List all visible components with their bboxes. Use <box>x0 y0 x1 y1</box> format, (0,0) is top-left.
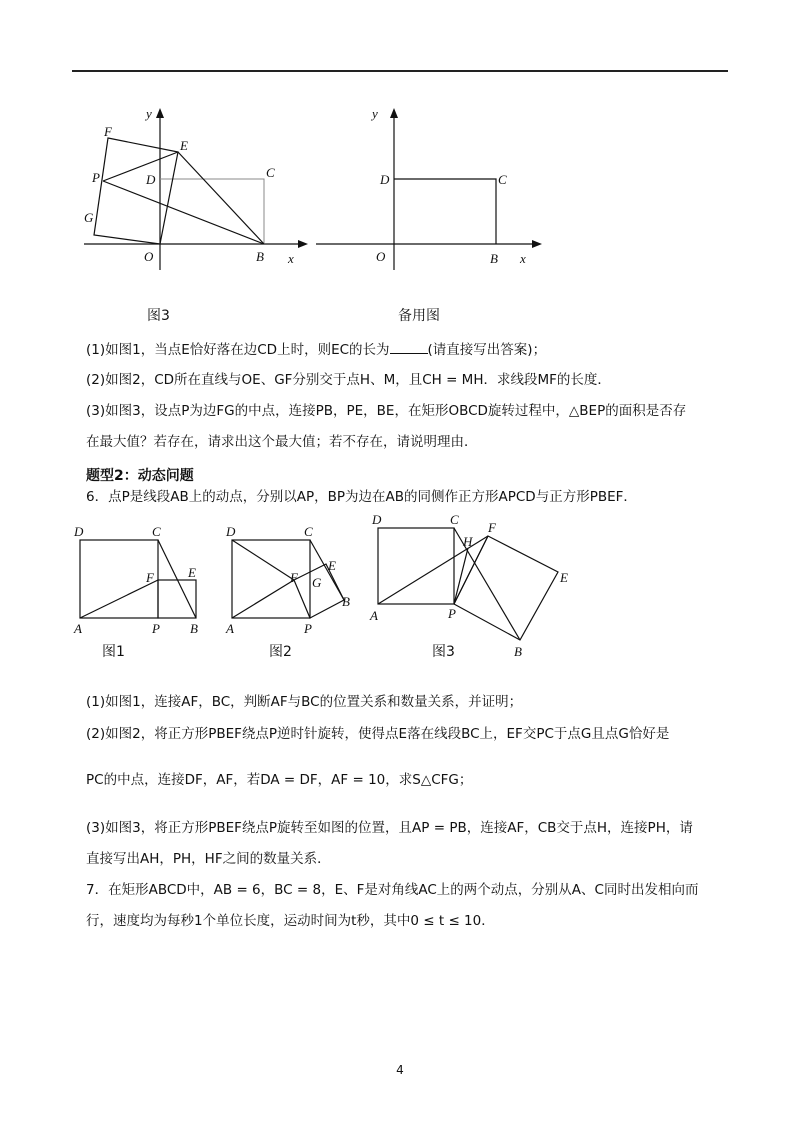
label-D: D <box>226 524 236 539</box>
q5-part1: (1)如图1，当点E恰好落在边CD上时，则EC的长为 (请直接写出答案)； <box>86 342 547 358</box>
q5-part3-line1: (3)如图3，设点P为边FG的中点，连接PB，PE，BE，在矩形OBCD旋转过程中，△BEP的面积是否存 <box>86 403 687 419</box>
label-P: P <box>152 621 160 636</box>
label-F: F <box>146 570 154 585</box>
label-D: D <box>146 172 156 187</box>
q6-part1: (1)如图1，连接AF，BC，判断AF与BC的位置关系和数量关系，并证明； <box>86 694 523 710</box>
label-D: D <box>372 512 382 527</box>
q6-part3-line2: 直接写出AH，PH，HF之间的数量关系． <box>86 851 331 867</box>
label-C: C <box>450 512 459 527</box>
label-O: O <box>376 249 386 264</box>
figure-3-rotated-rectangle <box>76 100 316 279</box>
q5-part2: (2)如图2，CD所在直线与OE、GF分别交于点H、M，且CH = MH．求线段MF的长度． <box>86 372 611 388</box>
q7-line2: 行，速度均为每秒1个单位长度，运动时间为t秒，其中0 ≤ t ≤ 10． <box>86 913 495 929</box>
q6-figure-3 <box>368 510 588 664</box>
label-F: F <box>104 124 112 139</box>
label-E: E <box>560 570 568 585</box>
label-D: D <box>74 524 84 539</box>
label-E: E <box>180 138 188 153</box>
spare-figure <box>310 100 550 279</box>
q6-stem: 6．点P是线段AB上的动点，分别以AP，BP为边在AB的同侧作正方形APCD与正方形PBEF． <box>86 489 637 505</box>
q6-figure-2 <box>224 520 364 644</box>
header-rule <box>72 70 728 72</box>
label-B: B <box>490 251 498 266</box>
label-E: E <box>328 558 336 573</box>
label-P: P <box>448 606 456 621</box>
figure-3-caption: 图3 <box>147 308 170 324</box>
q6-figure-2-caption: 图2 <box>269 644 292 660</box>
label-x: x <box>520 251 526 266</box>
q6-part2-line1: (2)如图2，将正方形PBEF绕点P逆时针旋转，使得点E落在线段BC上，EF交PC于点G且点G恰好是 <box>86 726 670 742</box>
q7-line1: 7．在矩形ABCD中，AB = 6，BC = 8，E、F是对角线AC上的两个动点，分别从A、C同时出发相向而 <box>86 882 699 898</box>
label-D: D <box>380 172 390 187</box>
label-B: B <box>342 594 350 609</box>
answer-blank <box>390 341 428 354</box>
q6-part2-line2: PC的中点，连接DF，AF，若DA = DF，AF = 10，求S△CFG； <box>86 772 473 788</box>
label-C: C <box>266 165 275 180</box>
label-P: P <box>92 170 100 185</box>
page-number: 4 <box>396 1063 404 1077</box>
section-heading: 题型2：动态问题 <box>86 468 194 484</box>
label-G: G <box>312 575 322 590</box>
label-B: B <box>256 249 264 264</box>
label-P: P <box>304 621 312 636</box>
label-C: C <box>498 172 507 187</box>
q6-figure-1-caption: 图1 <box>102 644 125 660</box>
q6-figure-3-caption: 图3 <box>432 644 455 660</box>
label-A: A <box>226 621 234 636</box>
q6-figure-1 <box>72 520 212 644</box>
label-H: H <box>463 534 473 549</box>
label-B: B <box>190 621 198 636</box>
label-O: O <box>144 249 154 264</box>
label-y: y <box>372 106 378 121</box>
label-A: A <box>370 608 378 623</box>
label-x: x <box>288 251 294 266</box>
q6-part3-line1: (3)如图3，将正方形PBEF绕点P旋转至如图的位置，且AP = PB，连接AF，CB交于点H，连接PH，请 <box>86 820 693 836</box>
label-G: G <box>84 210 94 225</box>
spare-figure-caption: 备用图 <box>398 308 440 324</box>
q5-part3-line2: 在最大值？若存在，请求出这个最大值；若不存在，请说明理由． <box>86 434 478 450</box>
label-A: A <box>74 621 82 636</box>
label-E: E <box>188 565 196 580</box>
label-B: B <box>514 644 522 659</box>
label-C: C <box>304 524 313 539</box>
label-F: F <box>290 570 298 585</box>
label-F: F <box>488 520 496 535</box>
label-C: C <box>152 524 161 539</box>
label-y: y <box>146 106 152 121</box>
